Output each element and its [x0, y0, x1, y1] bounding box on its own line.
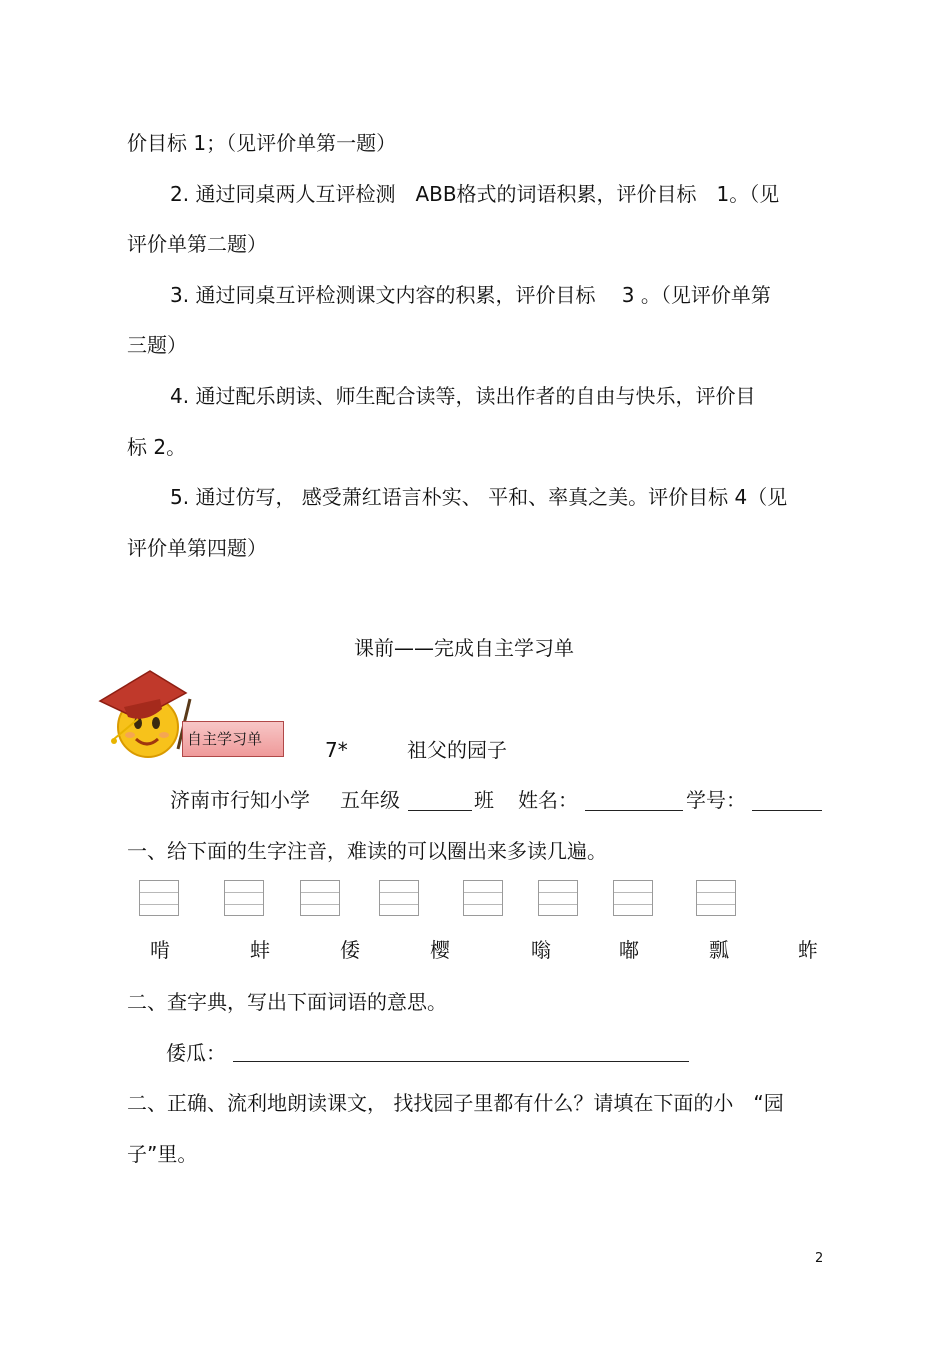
character: 蚱 — [798, 938, 818, 962]
character: 樱 — [430, 938, 450, 962]
word-meaning-blank[interactable] — [233, 1061, 689, 1062]
paragraph-line: 3. 通过同桌互评检测课文内容的积累，评价目标 3 。（见评价单第 — [170, 283, 771, 307]
character: 啃 — [150, 938, 170, 962]
character: 倭 — [340, 938, 360, 962]
student-id-label: 学号： — [686, 788, 746, 812]
question-1: 一、给下面的生字注音，难读的可以圈出来多读几遍。 — [127, 839, 607, 863]
question-2: 二、查字典，写出下面词语的意思。 — [127, 990, 447, 1014]
name-blank[interactable] — [585, 810, 683, 811]
paragraph-line: 评价单第二题） — [127, 232, 267, 256]
character: 嘟 — [619, 938, 639, 962]
pinyin-box[interactable] — [300, 880, 340, 916]
paragraph-line: 三题） — [127, 333, 187, 357]
name-label: 姓名： — [518, 788, 578, 812]
paragraph-line: 标 2。 — [127, 435, 187, 459]
question-3-continued: 子”里。 — [127, 1142, 198, 1166]
school-name: 济南市行知小学 — [170, 788, 310, 812]
question-3: 二、正确、流利地朗读课文， 找找园子里都有什么？请填在下面的小 “园 — [127, 1091, 784, 1115]
word-label: 倭瓜： — [166, 1041, 226, 1065]
paragraph-line: 2. 通过同桌两人互评检测 ABB格式的词语积累，评价目标 1。（见 — [170, 182, 780, 206]
pinyin-box[interactable] — [538, 880, 578, 916]
pinyin-box[interactable] — [613, 880, 653, 916]
paragraph-line: 5. 通过仿写， 感受萧红语言朴实、 平和、率真之美。评价目标 4（见 — [170, 485, 788, 509]
lesson-number: 7* — [325, 738, 348, 762]
lesson-title: 祖父的园子 — [407, 738, 507, 762]
pinyin-box[interactable] — [696, 880, 736, 916]
pinyin-box[interactable] — [139, 880, 179, 916]
paragraph-line: 4. 通过配乐朗读、师生配合读等，读出作者的自由与快乐，评价目 — [170, 384, 756, 408]
page-number: 2 — [815, 1251, 824, 1266]
character: 嗡 — [531, 938, 551, 962]
character: 瓢 — [709, 938, 729, 962]
student-id-blank[interactable] — [752, 810, 822, 811]
class-label: 班 — [474, 788, 494, 812]
paragraph-line: 价目标 1；（见评价单第一题） — [127, 131, 397, 155]
section-title: 课前——完成自主学习单 — [354, 636, 574, 660]
pinyin-box[interactable] — [224, 880, 264, 916]
character: 蚌 — [250, 938, 270, 962]
pinyin-box[interactable] — [379, 880, 419, 916]
pinyin-box[interactable] — [463, 880, 503, 916]
grade-label: 五年级 — [340, 788, 400, 812]
paragraph-line: 评价单第四题） — [127, 536, 267, 560]
self-study-badge: 自主学习单 — [182, 721, 284, 757]
class-blank[interactable] — [408, 810, 472, 811]
